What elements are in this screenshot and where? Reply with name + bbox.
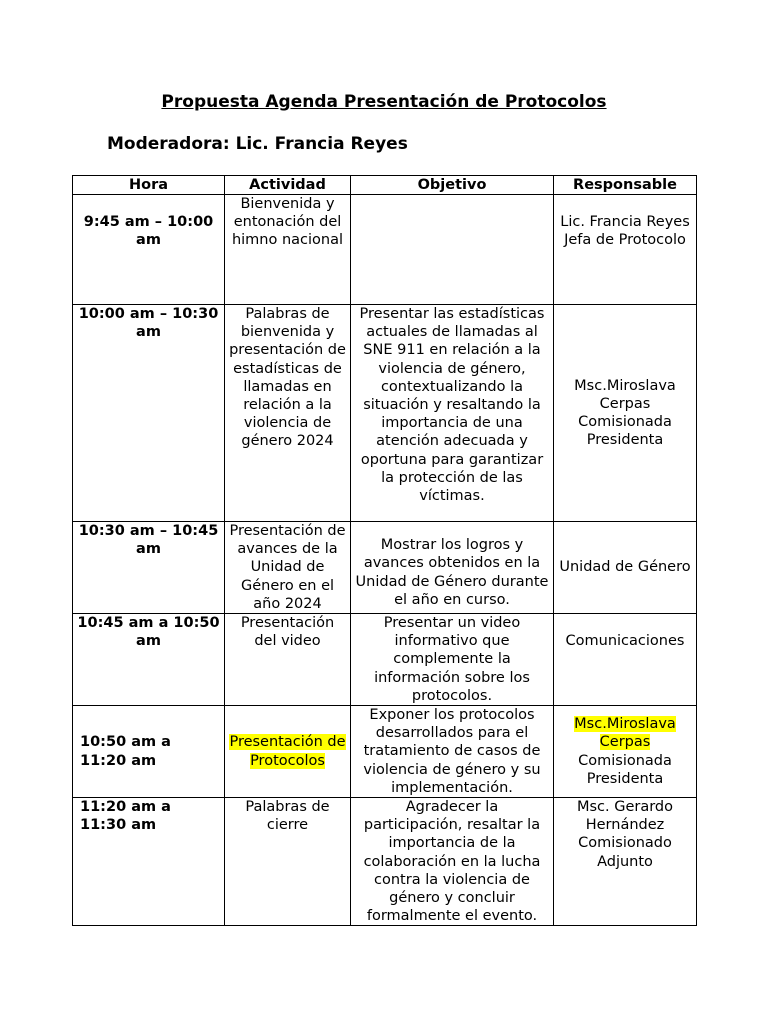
responsable-name: Comunicaciones [565,633,685,650]
table-row [73,522,697,614]
table-header-row [73,176,697,195]
header-actividad: Actividad [225,176,351,195]
responsable-role: Comisionada Presidenta [578,752,672,787]
responsable-name: Lic. Francia Reyes [560,214,690,230]
cell-responsable [554,522,697,614]
table-row [73,706,697,798]
responsable-role: Comisionado Adjunto [578,835,672,870]
cell-hora: 9:45 am – 10:00 am [73,195,225,305]
responsable-role: Jefa de Protocolo [564,232,686,249]
header-responsable: Responsable [554,176,697,195]
cell-hora: 10:30 am – 10:45 am [73,522,225,614]
cell-objetivo: Presentar las estadísticas actuales de llamadas al SNE 911 en relación a la violencia de género, contextualizando la situación y resaltando la importancia de una atención adecuada y oportuna para garantizar la protección de las víctimas. [351,305,554,522]
cell-hora: 10:45 am a 10:50 am [73,614,225,706]
agenda-table [72,175,697,926]
cell-objetivo: Agradecer la participación, resaltar la importancia de la colaboración en la lucha contra la violencia de género y concluir formalmente el evento. [351,798,554,926]
cell-objetivo [351,195,554,305]
cell-actividad: Presentación del video [225,614,351,706]
table-row [73,798,697,926]
cell-actividad: Palabras de bienvenida y presentación de estadísticas de llamadas en relación a la violencia de género 2024 [225,305,351,522]
cell-actividad [225,706,351,798]
cell-hora: 11:20 am a 11:30 am [73,798,225,926]
moderator-line: Moderadora: Lic. Francia Reyes [107,134,408,154]
cell-responsable [554,798,697,926]
cell-objetivo: Presentar un video informativo que complemente la información sobre los protocolos. [351,614,554,706]
cell-responsable [554,706,697,798]
responsable-role: Comisionada Presidenta [578,414,672,449]
cell-actividad: Palabras de cierre [225,798,351,926]
document-title: Propuesta Agenda Presentación de Protocolos [161,92,607,112]
responsable-name: Unidad de Género [559,559,691,576]
responsable-name: Msc.Miroslava Cerpas [574,377,676,412]
cell-responsable [554,305,697,522]
table-row [73,305,697,522]
highlighted-activity: Presentación de Protocolos [229,734,346,769]
header-hora: Hora [73,176,225,195]
responsable-name: Msc. Gerardo Hernández [576,799,674,834]
cell-responsable [554,195,697,305]
cell-actividad: Bienvenida y entonación del himno nacional [225,195,351,305]
cell-objetivo: Mostrar los logros y avances obtenidos en la Unidad de Género durante el año en curso. [351,522,554,614]
cell-actividad: Presentación de avances de la Unidad de Género en el año 2024 [225,522,351,614]
table-row [73,195,697,305]
cell-hora: 10:50 am a 11:20 am [73,706,225,798]
cell-hora: 10:00 am – 10:30 am [73,305,225,522]
header-objetivo: Objetivo [351,176,554,195]
cell-responsable [554,614,697,706]
highlighted-responsable-name: Msc.Miroslava Cerpas [574,716,676,751]
table-row [73,614,697,706]
cell-objetivo: Exponer los protocolos desarrollados para el tratamiento de casos de violencia de género y su implementación. [351,706,554,798]
